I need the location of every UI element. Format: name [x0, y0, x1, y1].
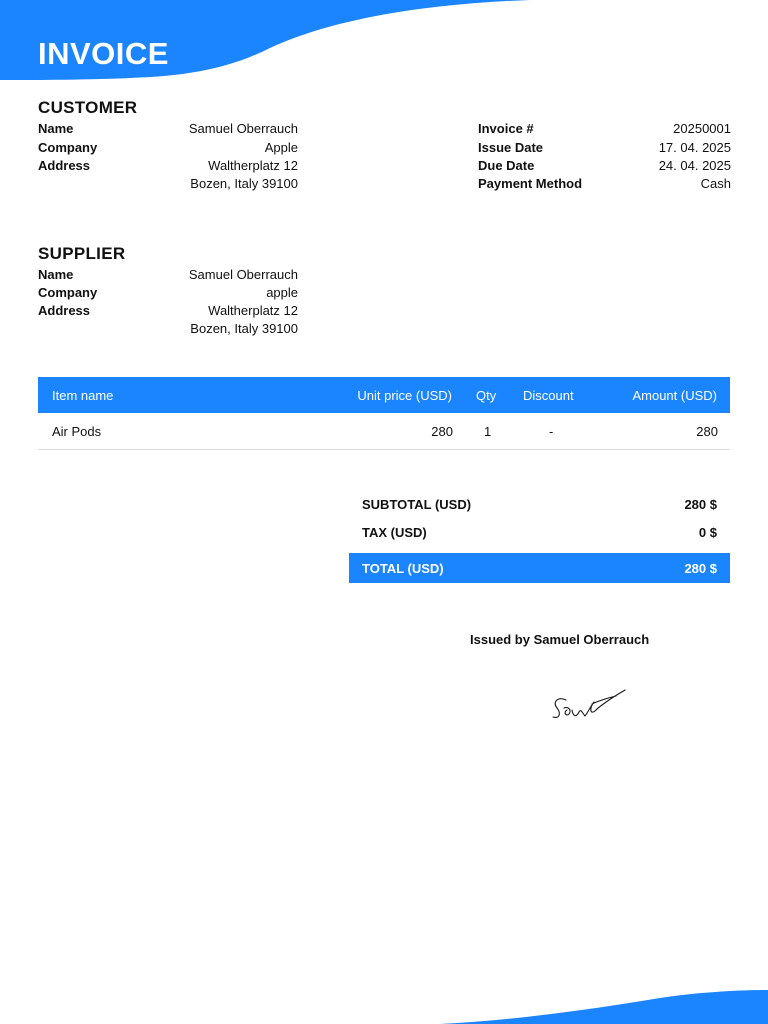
customer-name-value: Samuel Oberrauch — [188, 121, 298, 136]
row-unit-price: 280 — [431, 424, 453, 439]
due-date-row — [478, 158, 731, 176]
supplier-title: SUPPLIER — [38, 244, 126, 263]
header-amount: Amount (USD) — [632, 388, 717, 403]
tax-label: TAX (USD) — [362, 525, 427, 540]
total-label: TOTAL (USD) — [362, 561, 444, 576]
issue-date-value: 17. 04. 2025 — [658, 140, 731, 155]
items-table-header — [38, 377, 730, 413]
customer-address-row-2 — [38, 176, 298, 194]
tax-row — [349, 517, 730, 547]
supplier-address-row — [38, 303, 298, 321]
footer-wave — [0, 984, 768, 1024]
customer-company-value: Apple — [264, 140, 298, 155]
issued-by: Issued by Samuel Oberrauch — [470, 632, 650, 647]
header-discount: Discount — [523, 388, 574, 403]
supplier-address-label: Address — [38, 303, 91, 318]
supplier-name-label: Name — [38, 267, 74, 282]
customer-company-row — [38, 140, 298, 158]
supplier-company-label: Company — [38, 285, 98, 300]
signature-image — [548, 688, 628, 728]
supplier-name-row — [38, 267, 298, 285]
supplier-company-value: apple — [266, 285, 298, 300]
total-row — [349, 553, 730, 583]
customer-title: CUSTOMER — [38, 98, 138, 117]
customer-company-label: Company — [38, 140, 98, 155]
header-unit-price: Unit price (USD) — [357, 388, 452, 403]
subtotal-value: 280 $ — [684, 497, 717, 512]
customer-address-row — [38, 158, 298, 176]
table-row — [38, 413, 730, 450]
customer-address-label: Address — [38, 158, 91, 173]
customer-name-row — [38, 121, 298, 139]
due-date-label: Due Date — [478, 158, 535, 173]
row-item-name: Air Pods — [52, 424, 102, 439]
supplier-address-row-2 — [38, 321, 298, 339]
header-item-name: Item name — [52, 388, 114, 403]
payment-method-value: Cash — [700, 176, 731, 191]
supplier-address-line2: Bozen, Italy 39100 — [190, 321, 298, 336]
row-amount: 280 — [696, 424, 718, 439]
supplier-company-row — [38, 285, 298, 303]
invoice-title: INVOICE — [38, 36, 169, 71]
supplier-address-line1: Waltherplatz 12 — [208, 303, 298, 318]
row-discount: - — [549, 424, 554, 439]
tax-value: 0 $ — [698, 525, 717, 540]
subtotal-label: SUBTOTAL (USD) — [362, 497, 472, 512]
customer-name-label: Name — [38, 121, 74, 136]
issue-date-row — [478, 140, 731, 158]
customer-address-line2: Bozen, Italy 39100 — [190, 176, 298, 191]
customer-address-line1: Waltherplatz 12 — [208, 158, 298, 173]
total-value: 280 $ — [684, 561, 717, 576]
invoice-number-value: 20250001 — [673, 121, 731, 136]
invoice-number-label: Invoice # — [478, 121, 534, 136]
supplier-name-value: Samuel Oberrauch — [188, 267, 298, 282]
subtotal-row — [349, 489, 730, 519]
invoice-number-row — [478, 121, 731, 139]
issue-date-label: Issue Date — [478, 140, 544, 155]
header-qty: Qty — [476, 388, 497, 403]
row-qty: 1 — [484, 424, 492, 439]
payment-method-label: Payment Method — [478, 176, 583, 191]
due-date-value: 24. 04. 2025 — [658, 158, 731, 173]
payment-method-row — [478, 176, 731, 194]
